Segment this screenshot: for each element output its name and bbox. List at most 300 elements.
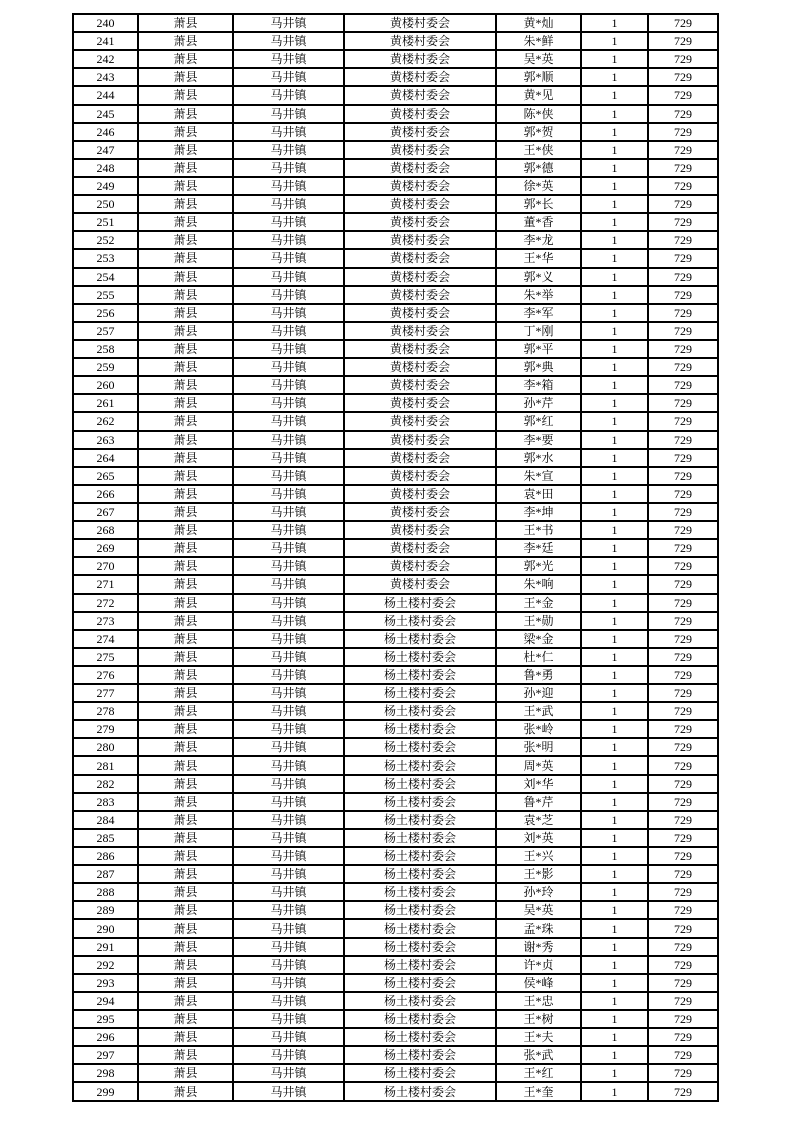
cell-village: 杨土楼村委会: [344, 901, 496, 919]
table-row: [73, 919, 718, 937]
cell-town: 马井镇: [233, 123, 344, 141]
table-row: [73, 901, 718, 919]
cell-county: 萧县: [138, 1064, 233, 1082]
cell-town: 马井镇: [233, 105, 344, 123]
cell-town: 马井镇: [233, 992, 344, 1010]
cell-county: 萧县: [138, 141, 233, 159]
cell-index: 297: [73, 1046, 138, 1064]
cell-village: 黄楼村委会: [344, 449, 496, 467]
cell-town: 马井镇: [233, 612, 344, 630]
cell-town: 马井镇: [233, 86, 344, 104]
cell-village: 杨土楼村委会: [344, 702, 496, 720]
table-row: [73, 231, 718, 249]
table-row: [73, 829, 718, 847]
cell-index: 272: [73, 594, 138, 612]
cell-value: 729: [648, 1046, 718, 1064]
cell-county: 萧县: [138, 485, 233, 503]
cell-value: 729: [648, 521, 718, 539]
cell-county: 萧县: [138, 684, 233, 702]
table-row: [73, 412, 718, 430]
cell-town: 马井镇: [233, 883, 344, 901]
table-row: [73, 847, 718, 865]
cell-county: 萧县: [138, 756, 233, 774]
cell-village: 黄楼村委会: [344, 575, 496, 593]
cell-town: 马井镇: [233, 775, 344, 793]
cell-village: 黄楼村委会: [344, 231, 496, 249]
cell-value: 729: [648, 249, 718, 267]
cell-county: 萧县: [138, 105, 233, 123]
cell-count: 1: [581, 340, 648, 358]
cell-count: 1: [581, 304, 648, 322]
table-row: [73, 1010, 718, 1028]
cell-index: 288: [73, 883, 138, 901]
cell-count: 1: [581, 68, 648, 86]
cell-count: 1: [581, 811, 648, 829]
table-body: [73, 14, 718, 1101]
cell-index: 295: [73, 1010, 138, 1028]
cell-county: 萧县: [138, 865, 233, 883]
cell-index: 246: [73, 123, 138, 141]
cell-town: 马井镇: [233, 467, 344, 485]
cell-name: 侯*峰: [496, 974, 581, 992]
cell-town: 马井镇: [233, 340, 344, 358]
cell-name: 梁*金: [496, 630, 581, 648]
cell-index: 293: [73, 974, 138, 992]
cell-town: 马井镇: [233, 304, 344, 322]
cell-county: 萧县: [138, 14, 233, 32]
cell-county: 萧县: [138, 793, 233, 811]
cell-index: 255: [73, 286, 138, 304]
cell-village: 杨土楼村委会: [344, 738, 496, 756]
cell-village: 黄楼村委会: [344, 340, 496, 358]
cell-name: 张*武: [496, 1046, 581, 1064]
cell-count: 1: [581, 865, 648, 883]
table-row: [73, 485, 718, 503]
cell-index: 294: [73, 992, 138, 1010]
cell-town: 马井镇: [233, 720, 344, 738]
cell-value: 729: [648, 775, 718, 793]
cell-name: 郭*红: [496, 412, 581, 430]
cell-index: 282: [73, 775, 138, 793]
cell-village: 杨土楼村委会: [344, 666, 496, 684]
table-row: [73, 68, 718, 86]
table-row: [73, 213, 718, 231]
cell-index: 264: [73, 449, 138, 467]
cell-town: 马井镇: [233, 1028, 344, 1046]
cell-index: 290: [73, 919, 138, 937]
cell-index: 266: [73, 485, 138, 503]
cell-index: 267: [73, 503, 138, 521]
cell-index: 291: [73, 938, 138, 956]
cell-village: 黄楼村委会: [344, 68, 496, 86]
table-row: [73, 123, 718, 141]
cell-value: 729: [648, 919, 718, 937]
cell-value: 729: [648, 829, 718, 847]
table-row: [73, 865, 718, 883]
cell-village: 黄楼村委会: [344, 322, 496, 340]
cell-index: 262: [73, 412, 138, 430]
cell-index: 249: [73, 177, 138, 195]
cell-name: 张*明: [496, 738, 581, 756]
table-row: [73, 575, 718, 593]
table-row: [73, 1046, 718, 1064]
cell-town: 马井镇: [233, 793, 344, 811]
cell-village: 杨土楼村委会: [344, 775, 496, 793]
table-row: [73, 630, 718, 648]
cell-village: 黄楼村委会: [344, 503, 496, 521]
cell-index: 296: [73, 1028, 138, 1046]
cell-town: 马井镇: [233, 901, 344, 919]
cell-name: 王*华: [496, 249, 581, 267]
cell-count: 1: [581, 720, 648, 738]
cell-name: 袁*芝: [496, 811, 581, 829]
cell-count: 1: [581, 756, 648, 774]
cell-name: 孙*玲: [496, 883, 581, 901]
cell-count: 1: [581, 485, 648, 503]
table-row: [73, 195, 718, 213]
cell-village: 杨土楼村委会: [344, 1046, 496, 1064]
table-row: [73, 50, 718, 68]
cell-town: 马井镇: [233, 648, 344, 666]
table-row: [73, 793, 718, 811]
cell-town: 马井镇: [233, 956, 344, 974]
table-row: [73, 666, 718, 684]
cell-village: 黄楼村委会: [344, 86, 496, 104]
cell-county: 萧县: [138, 231, 233, 249]
cell-name: 王*武: [496, 702, 581, 720]
cell-index: 240: [73, 14, 138, 32]
cell-county: 萧县: [138, 630, 233, 648]
cell-value: 729: [648, 195, 718, 213]
cell-count: 1: [581, 594, 648, 612]
cell-town: 马井镇: [233, 449, 344, 467]
cell-town: 马井镇: [233, 141, 344, 159]
cell-town: 马井镇: [233, 594, 344, 612]
cell-town: 马井镇: [233, 974, 344, 992]
cell-index: 289: [73, 901, 138, 919]
cell-county: 萧县: [138, 177, 233, 195]
cell-index: 258: [73, 340, 138, 358]
cell-count: 1: [581, 467, 648, 485]
cell-county: 萧县: [138, 68, 233, 86]
cell-county: 萧县: [138, 919, 233, 937]
cell-village: 黄楼村委会: [344, 159, 496, 177]
cell-town: 马井镇: [233, 32, 344, 50]
cell-value: 729: [648, 865, 718, 883]
cell-town: 马井镇: [233, 68, 344, 86]
cell-town: 马井镇: [233, 521, 344, 539]
cell-name: 王*夫: [496, 1028, 581, 1046]
cell-value: 729: [648, 992, 718, 1010]
cell-name: 孙*芹: [496, 394, 581, 412]
cell-index: 259: [73, 358, 138, 376]
cell-county: 萧县: [138, 431, 233, 449]
table-row: [73, 612, 718, 630]
table-row: [73, 720, 718, 738]
cell-index: 285: [73, 829, 138, 847]
cell-value: 729: [648, 376, 718, 394]
table-row: [73, 86, 718, 104]
cell-value: 729: [648, 177, 718, 195]
cell-county: 萧县: [138, 340, 233, 358]
cell-index: 292: [73, 956, 138, 974]
cell-county: 萧县: [138, 811, 233, 829]
cell-name: 王*侠: [496, 141, 581, 159]
cell-town: 马井镇: [233, 412, 344, 430]
cell-count: 1: [581, 1082, 648, 1101]
cell-count: 1: [581, 503, 648, 521]
cell-county: 萧县: [138, 123, 233, 141]
cell-value: 729: [648, 684, 718, 702]
cell-town: 马井镇: [233, 195, 344, 213]
cell-village: 黄楼村委会: [344, 268, 496, 286]
table-row: [73, 431, 718, 449]
cell-name: 王*忠: [496, 992, 581, 1010]
cell-town: 马井镇: [233, 847, 344, 865]
cell-town: 马井镇: [233, 738, 344, 756]
cell-value: 729: [648, 50, 718, 68]
cell-name: 李*坤: [496, 503, 581, 521]
cell-village: 黄楼村委会: [344, 431, 496, 449]
cell-value: 729: [648, 340, 718, 358]
cell-name: 李*要: [496, 431, 581, 449]
cell-name: 黄*见: [496, 86, 581, 104]
cell-name: 谢*秀: [496, 938, 581, 956]
cell-town: 马井镇: [233, 575, 344, 593]
cell-county: 萧县: [138, 286, 233, 304]
cell-count: 1: [581, 666, 648, 684]
cell-village: 杨土楼村委会: [344, 684, 496, 702]
cell-count: 1: [581, 50, 648, 68]
cell-count: 1: [581, 883, 648, 901]
cell-name: 黄*灿: [496, 14, 581, 32]
cell-name: 鲁*芹: [496, 793, 581, 811]
table-row: [73, 938, 718, 956]
cell-county: 萧县: [138, 394, 233, 412]
cell-count: 1: [581, 702, 648, 720]
cell-town: 马井镇: [233, 557, 344, 575]
cell-county: 萧县: [138, 376, 233, 394]
cell-value: 729: [648, 123, 718, 141]
cell-county: 萧县: [138, 322, 233, 340]
table-row: [73, 249, 718, 267]
cell-value: 729: [648, 322, 718, 340]
cell-index: 256: [73, 304, 138, 322]
cell-county: 萧县: [138, 195, 233, 213]
table-row: [73, 756, 718, 774]
table-row: [73, 32, 718, 50]
cell-town: 马井镇: [233, 249, 344, 267]
cell-village: 黄楼村委会: [344, 358, 496, 376]
cell-town: 马井镇: [233, 811, 344, 829]
cell-count: 1: [581, 1046, 648, 1064]
cell-count: 1: [581, 268, 648, 286]
cell-count: 1: [581, 557, 648, 575]
cell-value: 729: [648, 449, 718, 467]
cell-name: 王*金: [496, 594, 581, 612]
cell-town: 马井镇: [233, 394, 344, 412]
cell-count: 1: [581, 612, 648, 630]
cell-index: 243: [73, 68, 138, 86]
table-row: [73, 159, 718, 177]
cell-count: 1: [581, 1028, 648, 1046]
table-row: [73, 521, 718, 539]
cell-index: 260: [73, 376, 138, 394]
cell-value: 729: [648, 503, 718, 521]
cell-index: 263: [73, 431, 138, 449]
cell-count: 1: [581, 829, 648, 847]
cell-village: 黄楼村委会: [344, 485, 496, 503]
cell-town: 马井镇: [233, 358, 344, 376]
cell-count: 1: [581, 449, 648, 467]
cell-count: 1: [581, 738, 648, 756]
cell-index: 298: [73, 1064, 138, 1082]
cell-count: 1: [581, 793, 648, 811]
cell-count: 1: [581, 394, 648, 412]
cell-index: 251: [73, 213, 138, 231]
cell-count: 1: [581, 213, 648, 231]
cell-county: 萧县: [138, 358, 233, 376]
cell-village: 黄楼村委会: [344, 177, 496, 195]
cell-county: 萧县: [138, 213, 233, 231]
table-row: [73, 1082, 718, 1101]
cell-index: 254: [73, 268, 138, 286]
cell-county: 萧县: [138, 86, 233, 104]
cell-town: 马井镇: [233, 539, 344, 557]
cell-name: 王*影: [496, 865, 581, 883]
cell-index: 284: [73, 811, 138, 829]
table-row: [73, 105, 718, 123]
cell-village: 杨土楼村委会: [344, 1028, 496, 1046]
cell-value: 729: [648, 847, 718, 865]
cell-count: 1: [581, 195, 648, 213]
cell-count: 1: [581, 412, 648, 430]
table-row: [73, 177, 718, 195]
table-row: [73, 775, 718, 793]
table-row: [73, 648, 718, 666]
cell-town: 马井镇: [233, 1010, 344, 1028]
cell-town: 马井镇: [233, 14, 344, 32]
cell-count: 1: [581, 431, 648, 449]
cell-value: 729: [648, 612, 718, 630]
table-row: [73, 974, 718, 992]
cell-value: 729: [648, 231, 718, 249]
cell-village: 黄楼村委会: [344, 105, 496, 123]
cell-county: 萧县: [138, 738, 233, 756]
cell-index: 281: [73, 756, 138, 774]
cell-village: 黄楼村委会: [344, 467, 496, 485]
cell-name: 郭*平: [496, 340, 581, 358]
cell-town: 马井镇: [233, 231, 344, 249]
cell-town: 马井镇: [233, 1082, 344, 1101]
cell-county: 萧县: [138, 702, 233, 720]
cell-county: 萧县: [138, 666, 233, 684]
cell-index: 299: [73, 1082, 138, 1101]
cell-name: 刘*英: [496, 829, 581, 847]
cell-village: 黄楼村委会: [344, 14, 496, 32]
cell-name: 刘*华: [496, 775, 581, 793]
cell-county: 萧县: [138, 594, 233, 612]
cell-county: 萧县: [138, 503, 233, 521]
cell-town: 马井镇: [233, 702, 344, 720]
table-row: [73, 449, 718, 467]
cell-index: 286: [73, 847, 138, 865]
cell-index: 277: [73, 684, 138, 702]
cell-index: 280: [73, 738, 138, 756]
cell-index: 252: [73, 231, 138, 249]
cell-name: 郭*长: [496, 195, 581, 213]
cell-name: 袁*田: [496, 485, 581, 503]
cell-name: 陈*侠: [496, 105, 581, 123]
cell-name: 朱*宣: [496, 467, 581, 485]
cell-value: 729: [648, 159, 718, 177]
cell-count: 1: [581, 938, 648, 956]
table-row: [73, 557, 718, 575]
table-row: [73, 1064, 718, 1082]
cell-count: 1: [581, 32, 648, 50]
cell-name: 郭*光: [496, 557, 581, 575]
cell-value: 729: [648, 557, 718, 575]
cell-count: 1: [581, 177, 648, 195]
cell-county: 萧县: [138, 249, 233, 267]
cell-name: 许*贞: [496, 956, 581, 974]
cell-value: 729: [648, 883, 718, 901]
cell-index: 270: [73, 557, 138, 575]
cell-value: 729: [648, 756, 718, 774]
cell-village: 杨土楼村委会: [344, 1082, 496, 1101]
table-row: [73, 304, 718, 322]
cell-town: 马井镇: [233, 177, 344, 195]
table-row: [73, 702, 718, 720]
cell-index: 278: [73, 702, 138, 720]
cell-village: 杨土楼村委会: [344, 1010, 496, 1028]
cell-index: 276: [73, 666, 138, 684]
cell-county: 萧县: [138, 557, 233, 575]
cell-county: 萧县: [138, 159, 233, 177]
cell-town: 马井镇: [233, 1064, 344, 1082]
cell-count: 1: [581, 159, 648, 177]
cell-value: 729: [648, 811, 718, 829]
cell-village: 杨土楼村委会: [344, 720, 496, 738]
cell-count: 1: [581, 956, 648, 974]
cell-name: 孟*珠: [496, 919, 581, 937]
cell-count: 1: [581, 974, 648, 992]
cell-count: 1: [581, 249, 648, 267]
cell-index: 275: [73, 648, 138, 666]
cell-name: 朱*响: [496, 575, 581, 593]
cell-count: 1: [581, 901, 648, 919]
cell-town: 马井镇: [233, 50, 344, 68]
cell-value: 729: [648, 394, 718, 412]
cell-town: 马井镇: [233, 684, 344, 702]
cell-county: 萧县: [138, 50, 233, 68]
cell-county: 萧县: [138, 612, 233, 630]
cell-value: 729: [648, 956, 718, 974]
cell-name: 吴*英: [496, 901, 581, 919]
table-row: [73, 322, 718, 340]
cell-count: 1: [581, 992, 648, 1010]
cell-county: 萧县: [138, 901, 233, 919]
cell-name: 王*红: [496, 1064, 581, 1082]
cell-value: 729: [648, 412, 718, 430]
cell-village: 黄楼村委会: [344, 123, 496, 141]
cell-name: 孙*迎: [496, 684, 581, 702]
cell-index: 274: [73, 630, 138, 648]
cell-count: 1: [581, 847, 648, 865]
cell-index: 287: [73, 865, 138, 883]
cell-town: 马井镇: [233, 938, 344, 956]
cell-county: 萧县: [138, 304, 233, 322]
